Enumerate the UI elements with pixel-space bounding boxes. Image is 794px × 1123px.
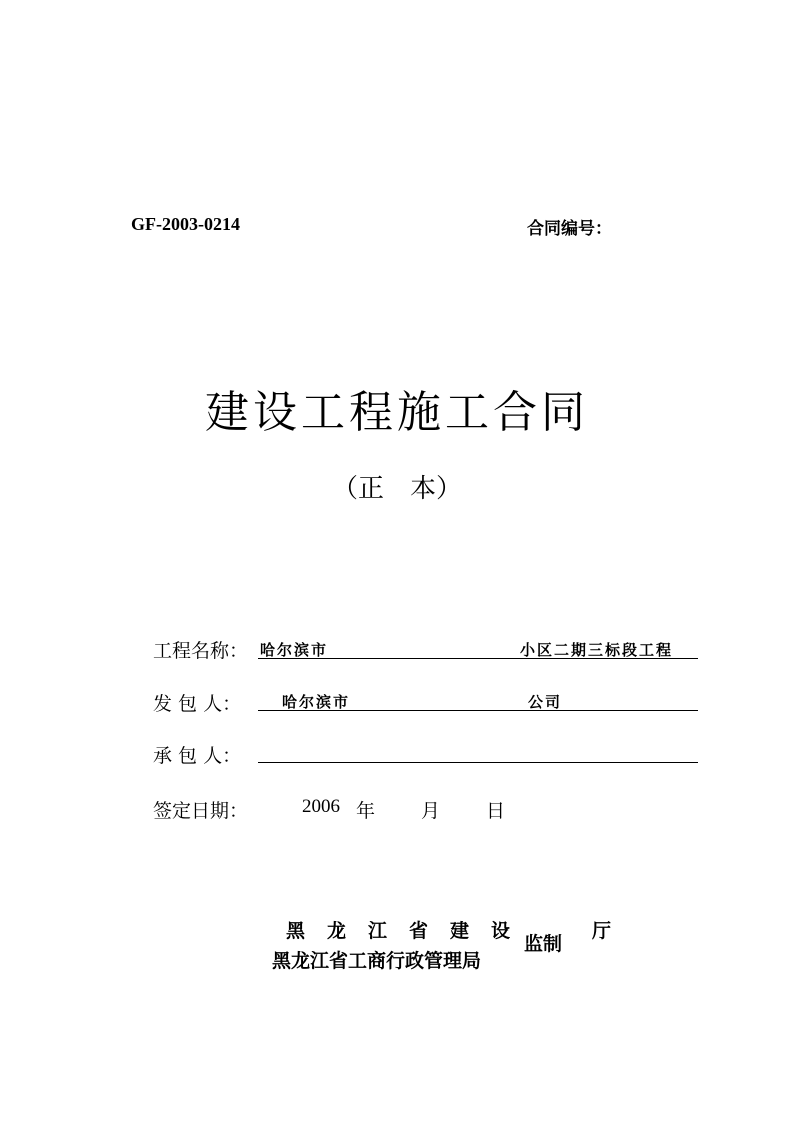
project-name-value-right: 小区二期三标段工程 bbox=[520, 641, 674, 659]
supervision-label: 监制 bbox=[524, 933, 563, 955]
issuer-commerce-bureau: 黑龙江省工商行政管理局 bbox=[272, 950, 482, 972]
sign-date-year-unit: 年 bbox=[356, 801, 376, 822]
project-name-label: 工程名称： bbox=[153, 640, 249, 662]
contractor-underline bbox=[258, 762, 698, 763]
document-title: 建设工程施工合同 bbox=[205, 387, 589, 438]
contract-number-label: 合同编号： bbox=[527, 219, 612, 239]
sign-date-day-unit: 日 bbox=[486, 801, 506, 822]
issuer-construction-dept-suffix: 厅 bbox=[592, 920, 612, 942]
employer-value-right: 公司 bbox=[528, 693, 563, 711]
employer-value-left: 哈尔滨市 bbox=[282, 693, 351, 711]
sign-date-year: 2006 bbox=[302, 796, 340, 817]
document-subtitle: （正 本） bbox=[331, 474, 462, 504]
issuer-construction-dept: 黑龙江省建设 bbox=[286, 920, 533, 942]
contractor-label: 承 包 人： bbox=[153, 745, 242, 767]
standard-code: GF-2003-0214 bbox=[131, 214, 240, 234]
employer-label: 发 包 人： bbox=[153, 693, 242, 715]
sign-date-label: 签定日期： bbox=[153, 800, 249, 822]
project-name-value-left: 哈尔滨市 bbox=[260, 641, 329, 659]
sign-date-month-unit: 月 bbox=[421, 801, 441, 822]
